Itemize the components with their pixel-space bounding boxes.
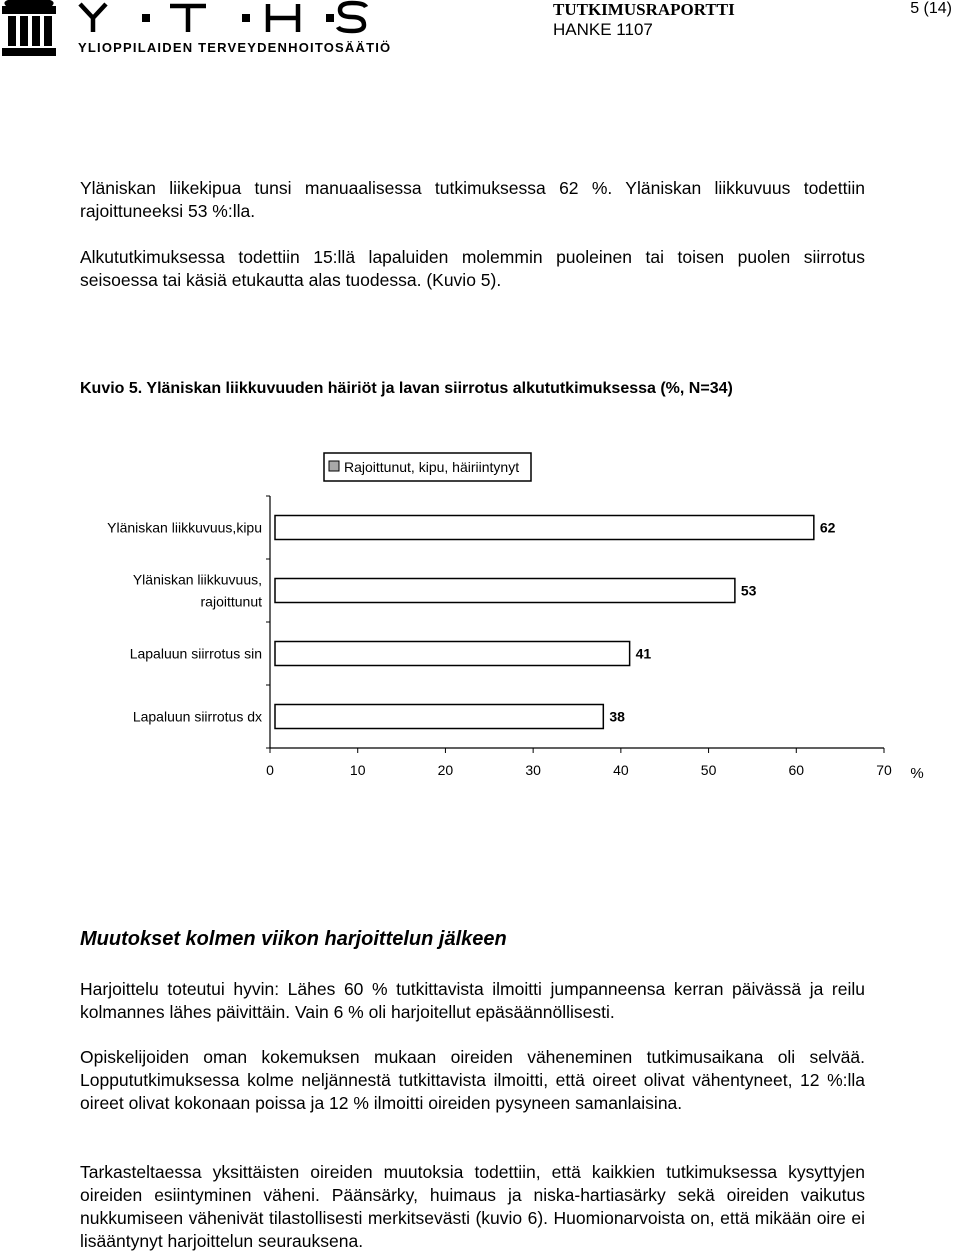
legend-label: Rajoittunut, kipu, häiriintynyt xyxy=(344,459,520,475)
x-tick-label: 60 xyxy=(788,762,805,778)
bar xyxy=(275,516,814,540)
page-number: 5 (14) xyxy=(910,0,952,17)
data-label: 53 xyxy=(740,582,757,599)
data-label: 62 xyxy=(819,519,836,536)
logo-subtitle: YLIOPPILAIDEN TERVEYDENHOITOSÄÄTIÖ xyxy=(78,40,392,55)
paragraph-training-adherence: Harjoittelu toteutui hyvin: Lähes 60 % tutkittavista ilmoitti jumpanneensa kerran päivässä ja reilu kolmannes lähes päivittäin. Vain 6 % oli harjoitellut epäsäännöllisesti. xyxy=(80,979,865,1022)
data-label: 41 xyxy=(635,645,652,662)
category-label: rajoittunut xyxy=(200,593,262,610)
category-label: Lapaluun siirrotus dx xyxy=(132,708,262,725)
x-tick-label: 40 xyxy=(613,762,629,778)
x-tick-label: 50 xyxy=(700,762,717,778)
paragraph-scapula-findings: Alkututkimuksessa todettiin 15:llä lapaluiden molemmin puoleinen tai toisen puolen siirrotus seisoessa tai käsiä etukautta alas tuodessa. (Kuvio 5). xyxy=(80,247,865,290)
x-tick-label: 30 xyxy=(525,762,541,778)
paragraph-individual-symptoms: Tarkasteltaessa yksittäisten oireiden muutoksia todettiin, että kaikkien tutkimuksessa kysyttyjen oireiden esiintyminen väheni. Päänsärky, huimaus ja niska-hartiasärky sekä oireiden vaikutus nukkumiseen vähenivät tilastollisesti merkitsevästi (kuvio 6). Huomionarvoista on, että mikään oire ei lisääntynyt harjoittelun seurauksena. xyxy=(80,1162,865,1251)
x-tick-label: 20 xyxy=(437,762,454,778)
x-axis-label: % xyxy=(910,765,924,782)
pillar-emblem-icon xyxy=(2,0,56,56)
x-tick-label: 0 xyxy=(266,762,274,778)
paragraph-symptom-reduction: Opiskelijoiden oman kokemuksen mukaan oireiden väheneminen tutkimusaikana oli selvää. Loppututkimuksessa kolme neljännestä tutkittavista ilmoitti, että oireet olivat vähentyneet, 12 %:lla oireet olivat kokonaan poissa ja 12 % ilmoitti oireiden pysyneen samanlaisina. xyxy=(80,1047,865,1113)
figure-caption: Kuvio 5. Yläniskan liikkuvuuden häiriöt ja lavan siirrotus alkututkimuksessa (%, N=34) xyxy=(80,380,733,397)
data-label: 38 xyxy=(609,708,625,725)
bar xyxy=(275,642,630,666)
legend-swatch xyxy=(329,461,339,471)
section-heading: Muutokset kolmen viikon harjoittelun jälkeen xyxy=(80,928,507,950)
bar-chart xyxy=(0,440,960,800)
report-title: TUTKIMUSRAPORTTI xyxy=(553,0,735,19)
x-tick-label: 10 xyxy=(349,762,366,778)
category-label: Yläniskan liikkuvuus,kipu xyxy=(107,519,262,536)
project-code: HANKE 1107 xyxy=(553,20,653,39)
category-label: Lapaluun siirrotus sin xyxy=(129,645,262,662)
yths-lettermark xyxy=(80,3,366,32)
x-tick-label: 70 xyxy=(876,762,892,778)
paragraph-neck-findings: Yläniskan liikekipua tunsi manuaalisessa tutkimuksessa 62 %. Yläniskan liikkuvuus todettiin rajoittuneeksi 53 %:lla. xyxy=(80,178,865,221)
bar xyxy=(275,705,603,729)
category-label: Yläniskan liikkuvuus, xyxy=(132,571,262,588)
bar xyxy=(275,579,735,603)
